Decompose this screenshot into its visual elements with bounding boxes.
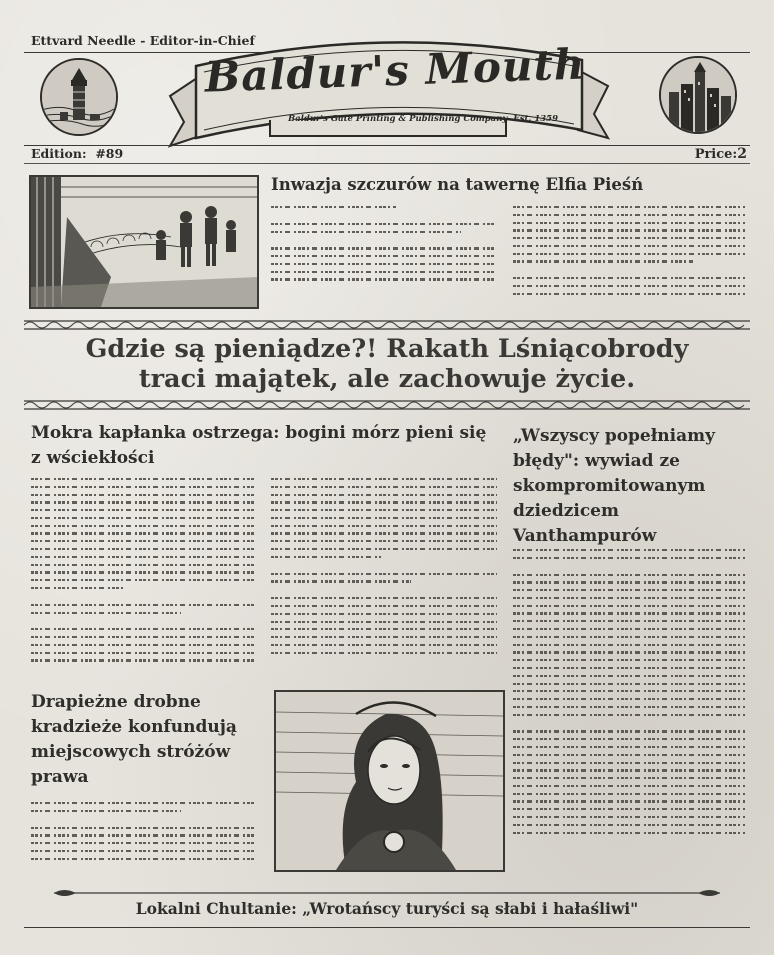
edition-label: Edition:: [31, 146, 87, 161]
edition-top-rule: [24, 145, 750, 146]
publisher-subtitle: Baldur's Gate Printing & Publishing Company Est. 1359: [287, 114, 558, 124]
right-story-title: „Wszyscy popełniamy błędy": wywiad ze skompromitowanym dziedzicem Vanthampurów: [513, 426, 715, 546]
editor-credit: Ettvard Needle - Editor-in-Chief: [31, 33, 255, 48]
edition-number: #89: [95, 146, 124, 161]
main-headline-line2: traci majątek, ale zachowuje życie.: [138, 364, 636, 394]
price-label: Price:: [694, 147, 738, 162]
main-headline-line1: Gdzie są pieniądze?! Rakath Lśniącobrody: [85, 334, 689, 364]
rat-invasion-illustration: [29, 175, 259, 309]
bottom-left-story-title: Drapieżne drobne kradzieże konfundują miejscowych stróżów prawa: [31, 692, 237, 787]
left-story-body-col2: [271, 478, 497, 659]
lighthouse-tower-icon: [40, 58, 118, 136]
main-headline: [24, 334, 750, 394]
bottom-left-story-body: [31, 802, 256, 865]
top-story-body-col2: [513, 206, 745, 301]
price-value: 2: [737, 146, 747, 162]
left-story-body-col1: [31, 478, 256, 667]
edition-info: [31, 146, 123, 161]
price-info: [695, 146, 747, 162]
footer-bottom-rule: [24, 927, 750, 928]
newspaper-title: Baldur's Mouth: [203, 39, 587, 102]
top-story-body-col1: [271, 206, 496, 286]
left-story-title: Mokra kapłanka ostrzega: bogini mórz pieni się z wściekłości: [31, 423, 487, 468]
right-story-body: [513, 549, 745, 839]
top-story-title: Inwazja szczurów na tawernę Elfia Pieśń: [271, 175, 644, 194]
ornamental-divider: [24, 316, 750, 334]
edition-bottom-rule: [24, 163, 750, 164]
footer-story-title: Lokalni Chultanie: „Wrotańscy turyści są słabi i hałaśliwi": [135, 899, 639, 918]
city-skyline-icon: [659, 56, 737, 134]
footer-top-divider: [24, 884, 750, 896]
priestess-portrait-illustration: [274, 690, 505, 872]
ornamental-divider: [24, 396, 750, 414]
